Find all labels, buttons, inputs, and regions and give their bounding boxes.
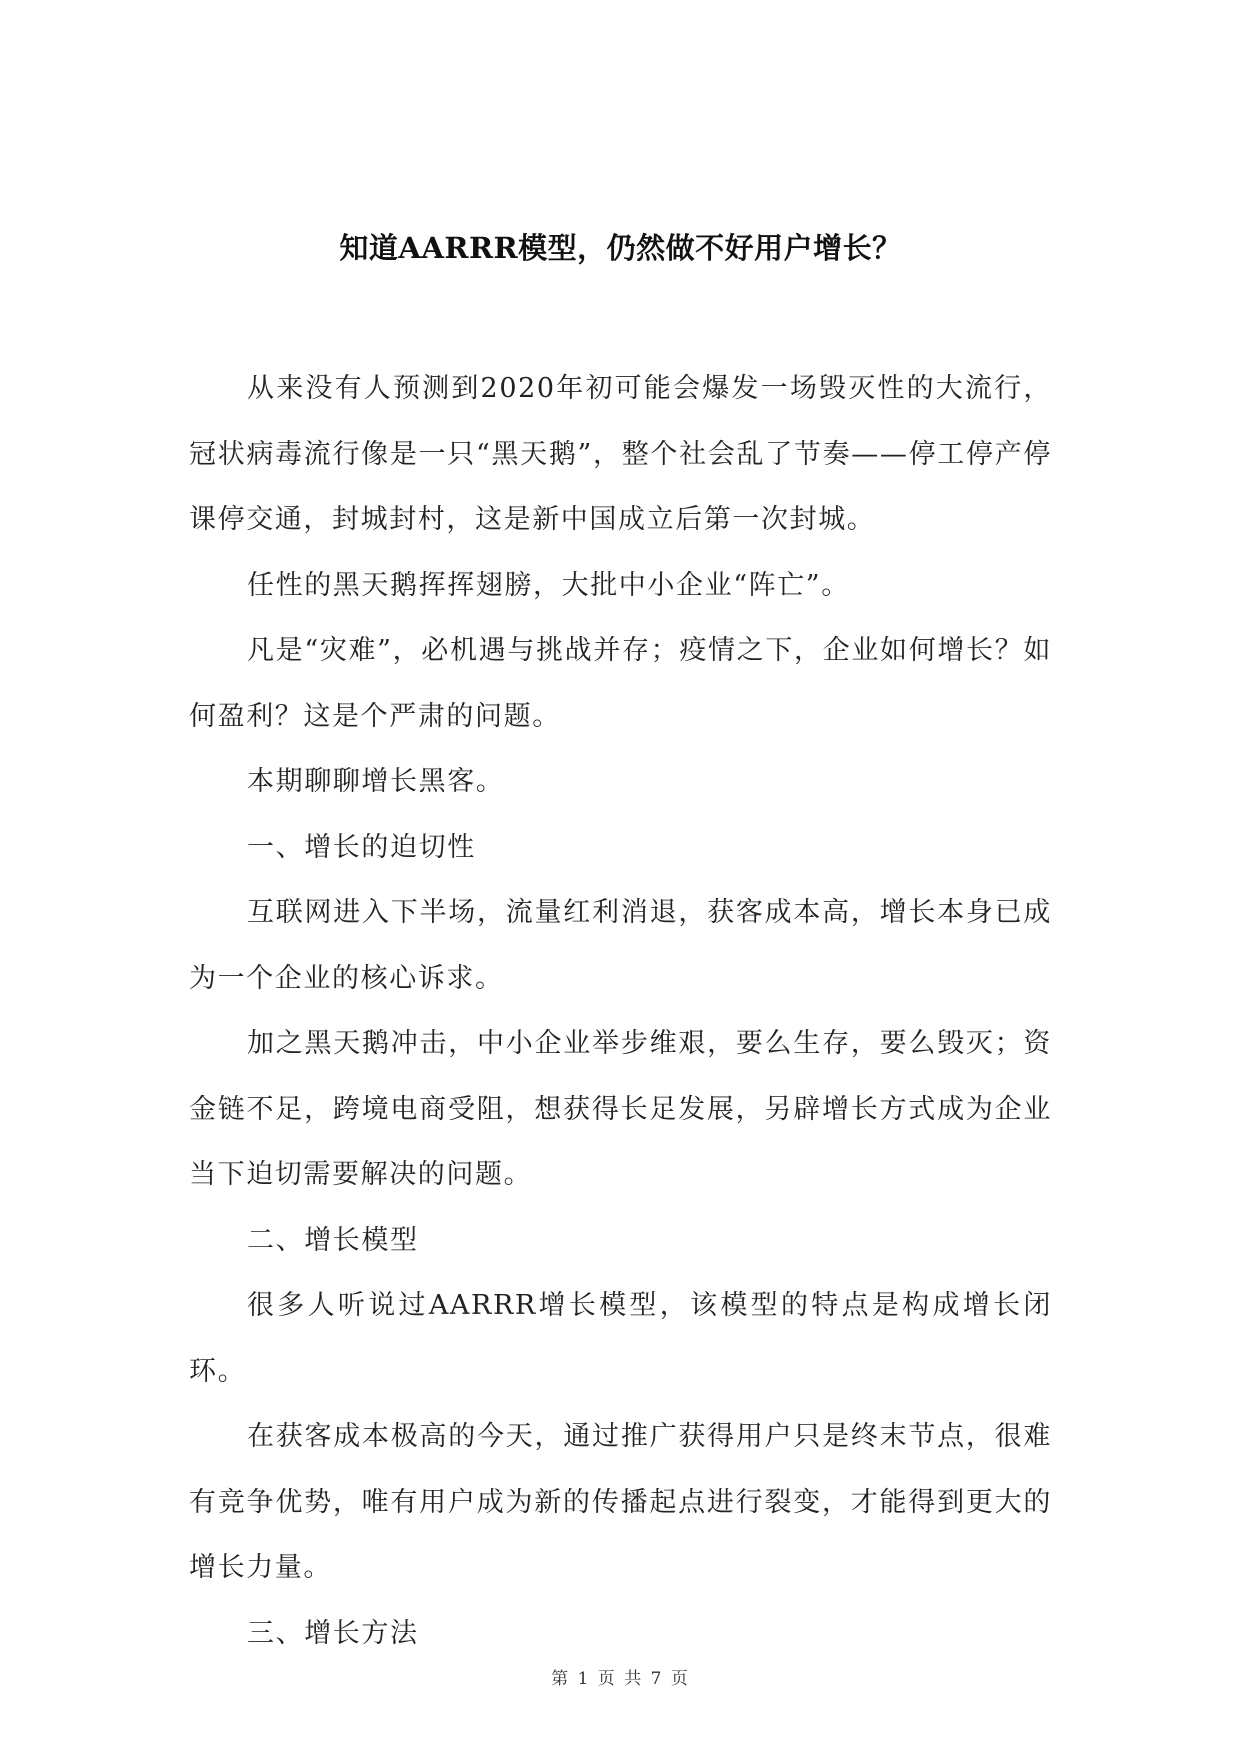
section-heading: 二、增长模型	[247, 1224, 419, 1256]
document-body	[189, 356, 1052, 1666]
paragraph: 在获客成本极高的今天，通过推广获得用户只是终末节点，很难有竞争优势，唯有用户成为新的传播起点进行裂变，才能得到更大的增长力量。	[189, 1421, 1052, 1583]
section-heading: 三、增长方法	[247, 1617, 419, 1649]
paragraph: 任性的黑天鹅挥挥翅膀，大批中小企业“阵亡”。	[247, 569, 850, 601]
paragraph: 互联网进入下半场，流量红利消退，获客成本高，增长本身已成为一个企业的核心诉求。	[189, 897, 1052, 994]
page-footer: 第 1 页 共 7 页	[551, 1669, 690, 1689]
paragraph: 很多人听说过AARRR增长模型，该模型的特点是构成增长闭环。	[189, 1290, 1052, 1387]
page-title: 知道AARRR模型，仍然做不好用户增长？	[339, 231, 902, 265]
section-heading: 一、增长的迫切性	[247, 831, 476, 863]
paragraph: 凡是“灾难”，必机遇与挑战并存；疫情之下，企业如何增长？如何盈利？这是个严肃的问题。	[189, 635, 1052, 732]
paragraph: 本期聊聊增长黑客。	[247, 766, 505, 797]
paragraph: 加之黑天鹅冲击，中小企业举步维艰，要么生存，要么毁灭；资金链不足，跨境电商受阻，想获得长足发展，另辟增长方式成为企业当下迫切需要解决的问题。	[189, 1028, 1052, 1190]
paragraph: 从来没有人预测到2020年初可能会爆发一场毁灭性的大流行，冠状病毒流行像是一只“黑天鹅”，整个社会乱了节奏——停工停产停课停交通，封城封村，这是新中国成立后第一次封城。	[189, 373, 1052, 535]
